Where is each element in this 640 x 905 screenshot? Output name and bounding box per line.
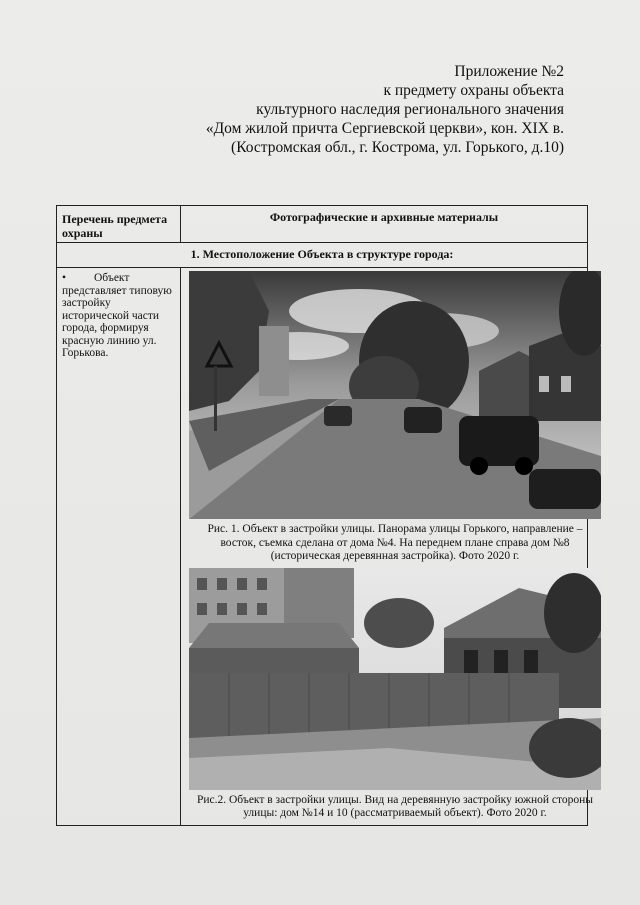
column-header-photos: Фотографические и архивные материалы	[181, 206, 588, 243]
header-line-3: культурного наследия регионального значения	[256, 101, 564, 118]
column-header-list: Перечень предмета охраны	[57, 206, 181, 243]
photo2-caption: Рис.2. Объект в застройки улицы. Вид на деревянную застройку южной стороны улицы: дом №14 и 10 (рассматриваемый объект). Фото 2020 г.	[196, 793, 594, 819]
header-line-2: к предмету охраны объекта	[383, 82, 564, 99]
photo1-caption: Рис. 1. Объект в застройки улицы. Панорама улицы Горького, направление – восток, съемка сделана от дома №4. На переднем плане справа дом №8 (историческая деревянная застройка). Фото 2020 г.	[207, 523, 583, 562]
header-line-5: (Костромская обл., г. Кострома, ул. Горького, д.10)	[231, 139, 564, 156]
section-title: 1. Местоположение Объекта в структуре города:	[57, 243, 588, 268]
protection-table	[56, 205, 594, 826]
wooden-houses-photo	[189, 568, 601, 825]
photo-cell	[181, 268, 594, 826]
bullet-mark: •	[62, 272, 67, 284]
protection-item	[57, 268, 181, 826]
appendix-header	[206, 62, 564, 157]
header-line-1: Приложение №2	[454, 63, 564, 80]
protection-item-text: Объект представляет типовую застройку исторической части города, формируя красную линию ул. Горькова.	[62, 272, 172, 359]
street-panorama-photo	[189, 271, 601, 568]
header-line-4: «Дом жилой причта Сергиевской церкви», кон. XIX в.	[205, 120, 564, 137]
